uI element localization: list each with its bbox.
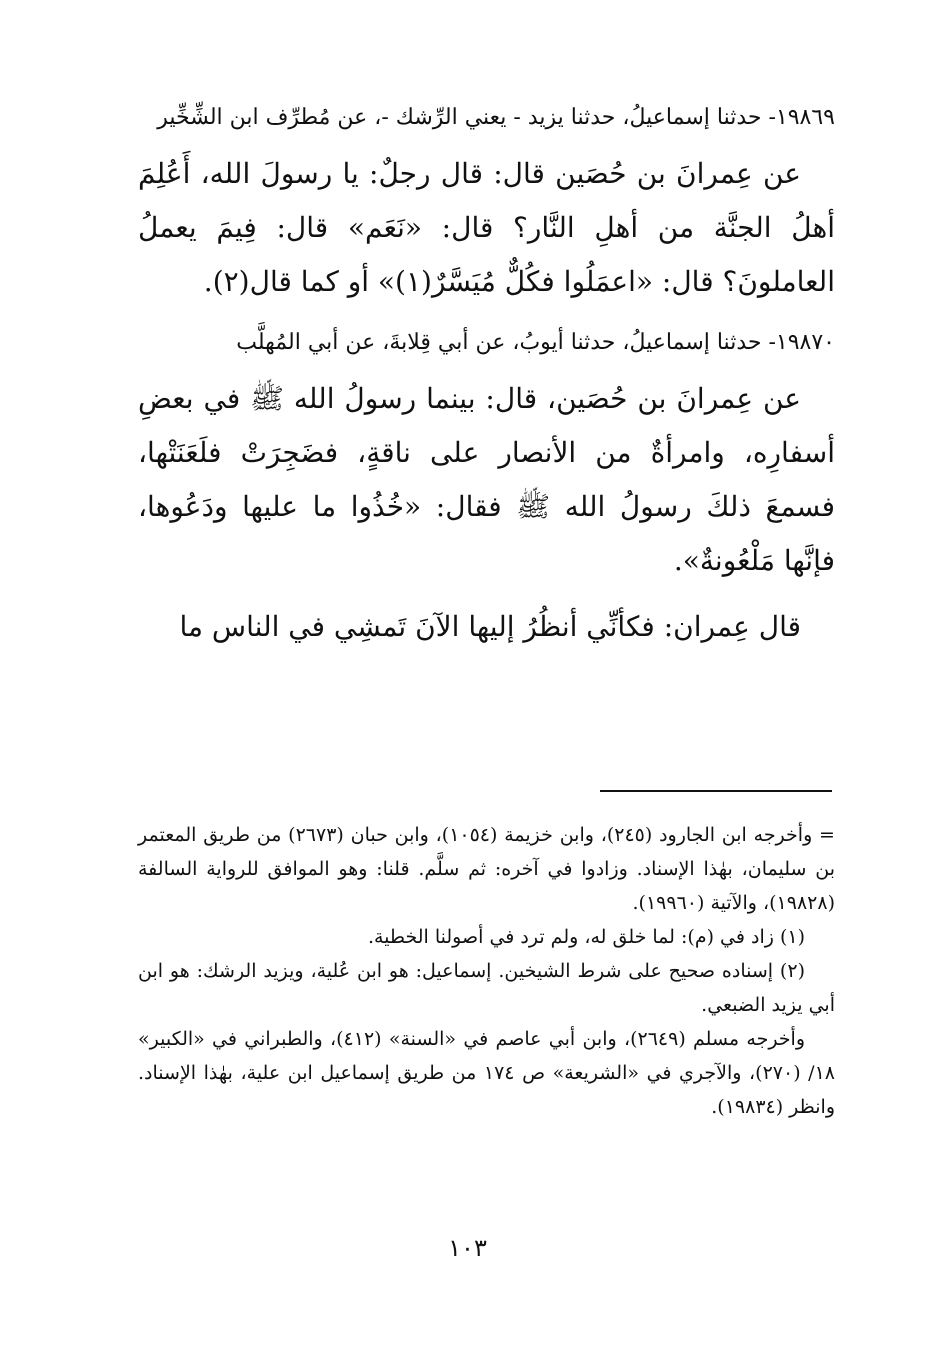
hadith-19870-matn: عن عِمرانَ بن حُصَين، قال: بينما رسولُ الله ﷺ في بعضِ أسفارِه، وامرأةٌ من الأنصار على ناقةٍ، فضَجِرَتْ فلَعَنَتْها، فسمعَ ذلكَ رسولُ الله ﷺ فقال: «خُذُوا ما عليها ودَعُوها، فإنَّها مَلْعُونةٌ». xyxy=(138,382,835,577)
main-text xyxy=(138,96,835,666)
footnote-separator xyxy=(600,790,832,792)
hadith-19869-isnad: ١٩٨٦٩- حدثنا إسماعيلُ، حدثنا يزيد - يعني الرِّشك -، عن مُطرِّف ابن الشِّخِّير xyxy=(157,105,835,130)
hadith-19870-isnad: ١٩٨٧٠- حدثنا إسماعيلُ، حدثنا أيوبُ، عن أبي قِلابةَ، عن أبي المُهلَّب xyxy=(236,330,835,355)
footnote-continued: = وأخرجه ابن الجارود (٢٤٥)، وابن خزيمة (١٠٥٤)، وابن حبان (٢٦٧٣) من طريق المعتمر بن سليمان، بهٰذا الإسناد. وزادوا في آخره: ثم سلَّم. قلنا: وهو الموافق للرواية السالفة (١٩٨٢٨)، والآتية (١٩٩٦٠). xyxy=(138,824,835,914)
footnotes xyxy=(138,818,835,1124)
footnote-2: (٢) إسناده صحيح على شرط الشيخين. إسماعيل: هو ابن عُلية، ويزيد الرشك: هو ابن أبي يزيد الضبعي. xyxy=(138,960,835,1016)
footnote-1: (١) زاد في (م): لما خلق له، ولم ترد في أصولنا الخطية. xyxy=(367,926,805,948)
hadith-19870-continuation: قال عِمران: فكأنِّي أنظُرُ إليها الآنَ تَمشِي في الناس ما xyxy=(179,610,801,643)
hadith-19869-matn: عن عِمرانَ بن حُصَين قال: قال رجلٌ: يا رسولَ الله، أَعُلِمَ أهلُ الجنَّة من أهلِ النَّار؟ قال: «نَعَم» قال: فِيمَ يعملُ العاملونَ؟ قال: «اعمَلُوا فكُلٌّ مُيَسَّرٌ(١)» أو كما قال(٢). xyxy=(138,157,835,298)
footnote-2-continued: وأخرجه مسلم (٢٦٤٩)، وابن أبي عاصم في «السنة» (٤١٢)، والطبراني في «الكبير» ١٨/ (٢٧٠)، والآجري في «الشريعة» ص ١٧٤ من طريق إسماعيل ابن علية، بهٰذا الإسناد. وانظر (١٩٨٣٤). xyxy=(138,1028,836,1118)
page-number: ١٠٣ xyxy=(448,1234,487,1262)
